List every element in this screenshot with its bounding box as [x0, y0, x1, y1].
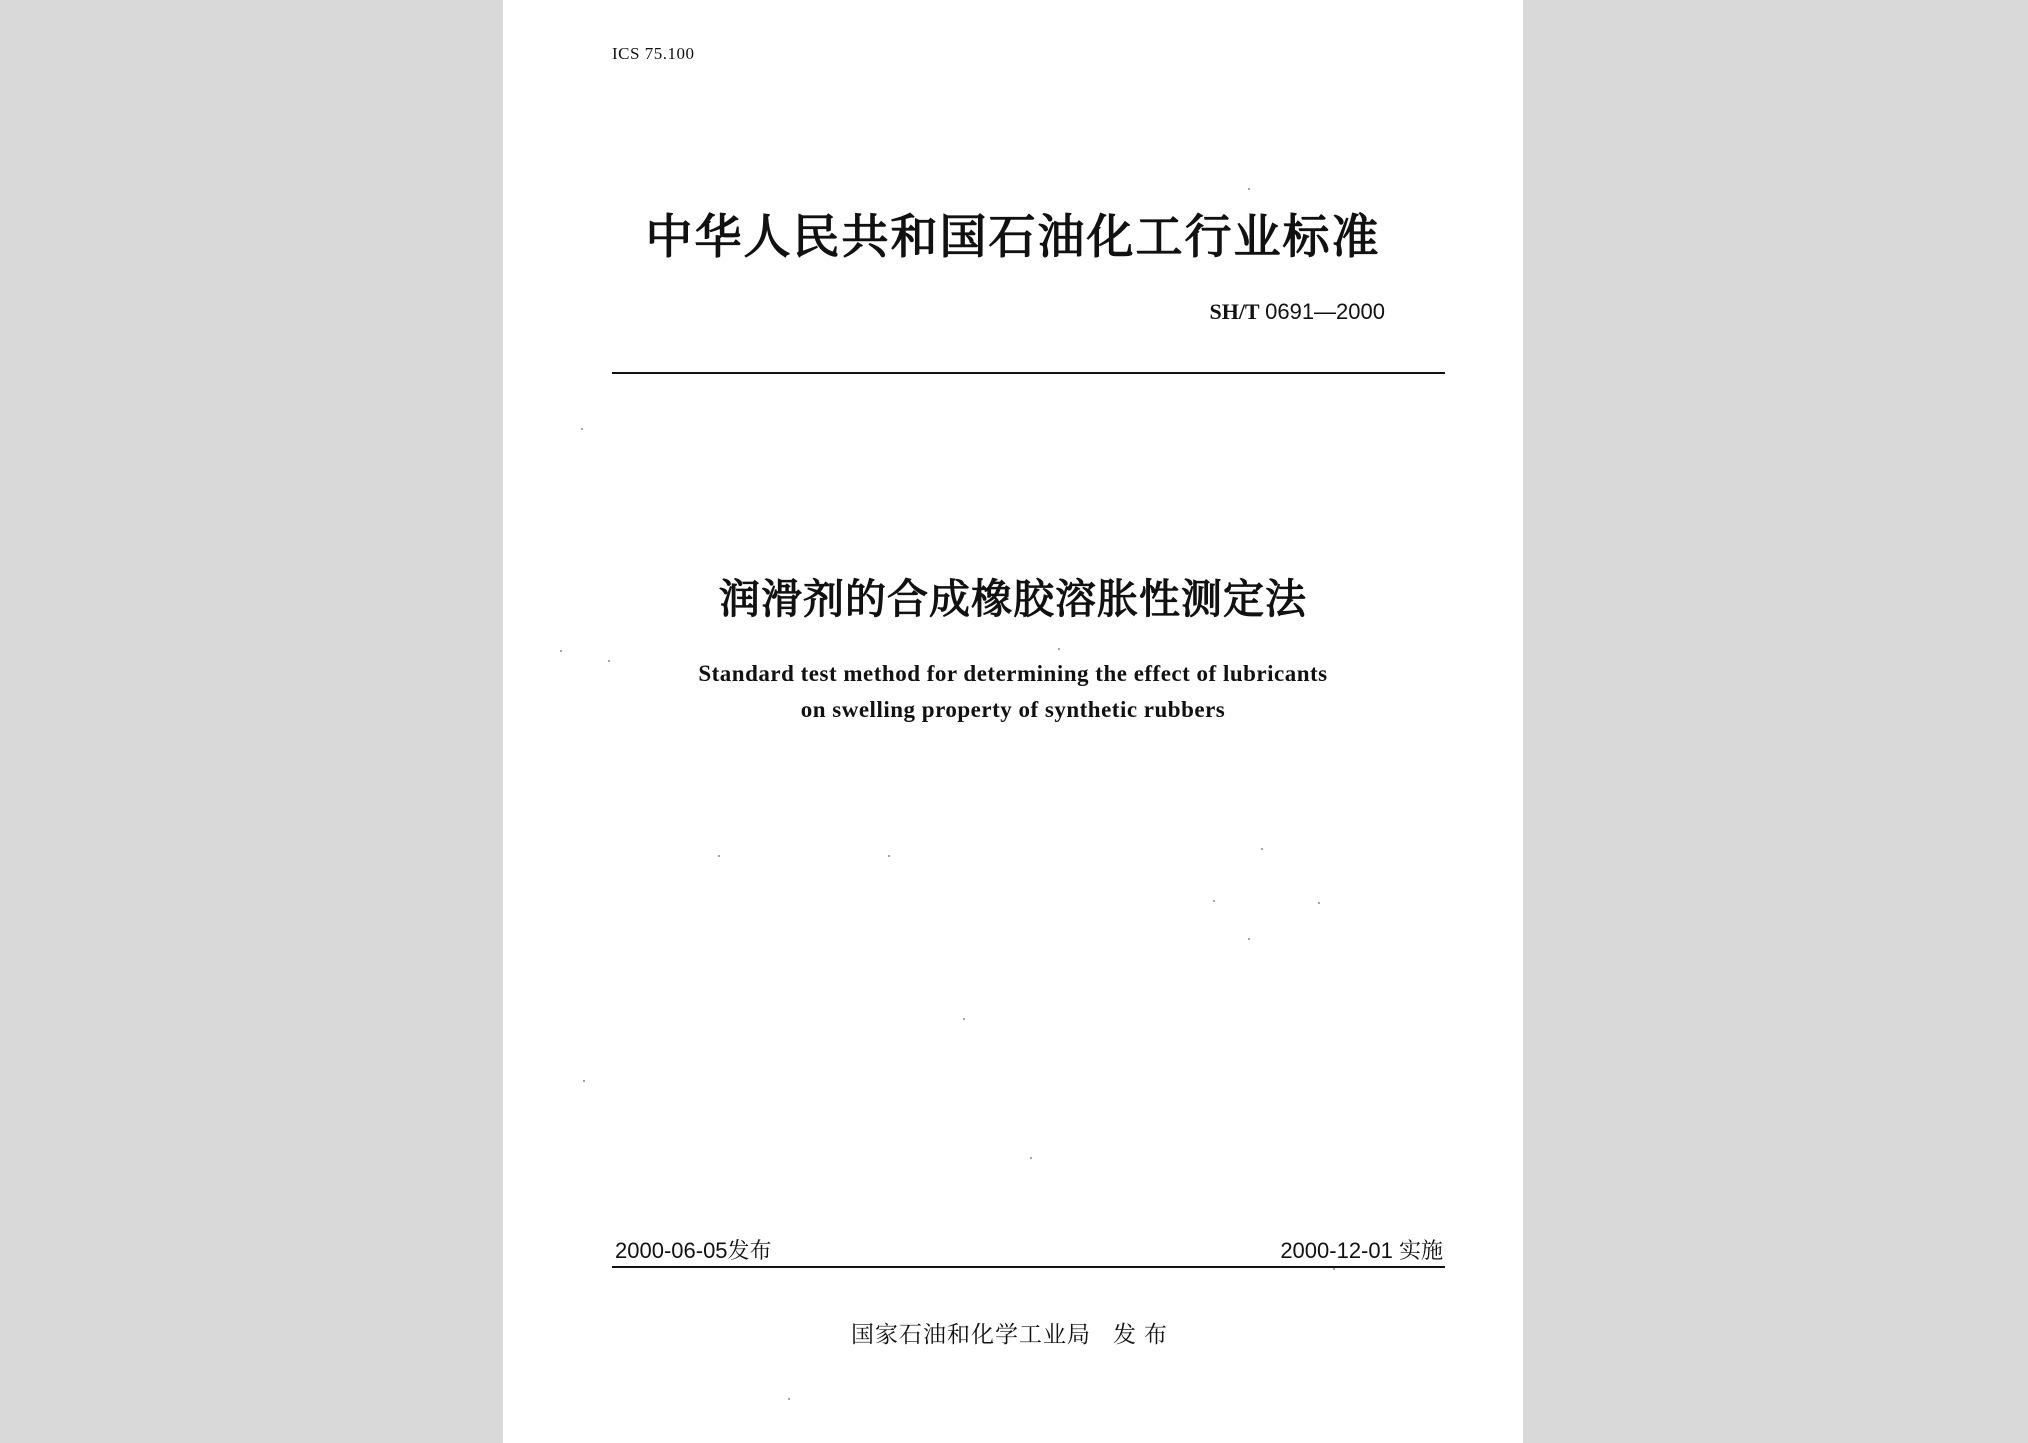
publisher-line: [563, 1316, 1463, 1349]
scan-speck: [888, 855, 890, 857]
implementation-date-label: 实施: [1398, 1238, 1443, 1263]
scan-speck: [581, 428, 583, 430]
issue-date: [615, 1234, 772, 1265]
scan-speck: [1318, 902, 1320, 904]
document-title-chinese: 润滑剂的合成橡胶溶胀性测定法: [719, 575, 1307, 623]
implementation-date-value: 2000-12-01: [1280, 1238, 1393, 1263]
issue-date-label: 发布: [727, 1238, 772, 1263]
standard-code: [1209, 299, 1385, 325]
ics-code: ICS 75.100: [612, 44, 695, 63]
scan-speck: [788, 1398, 790, 1400]
scan-speck: [1248, 188, 1250, 190]
document-title-english-line1: Standard test method for determining the effect of lubricants: [698, 661, 1328, 686]
scan-speck: [608, 660, 610, 662]
header-divider: [612, 372, 1445, 374]
scan-speck: [583, 1080, 585, 1082]
document-page: [503, 0, 1523, 1443]
standard-code-number: 0691—2000: [1265, 299, 1385, 324]
footer-divider: [612, 1266, 1445, 1268]
standard-code-prefix: SH/T: [1209, 299, 1260, 324]
scan-speck: [560, 650, 562, 652]
scan-speck: [963, 1018, 965, 1020]
publisher-name: 国家石油和化学工业局: [851, 1322, 1091, 1348]
scan-speck: [1030, 1157, 1032, 1159]
scan-speck: [1213, 900, 1215, 902]
implementation-date: [1280, 1234, 1443, 1265]
standard-title: 中华人民共和国石油化工行业标准: [645, 210, 1381, 265]
scan-speck: [1261, 848, 1263, 850]
publisher-suffix: 发布: [1113, 1322, 1175, 1348]
scan-speck: [1248, 938, 1250, 940]
scan-speck: [1333, 1268, 1335, 1270]
scan-speck: [1058, 648, 1060, 650]
document-title-english-line2: on swelling property of synthetic rubbers: [800, 697, 1226, 722]
issue-date-value: 2000-06-05: [615, 1238, 728, 1263]
scan-speck: [718, 855, 720, 857]
